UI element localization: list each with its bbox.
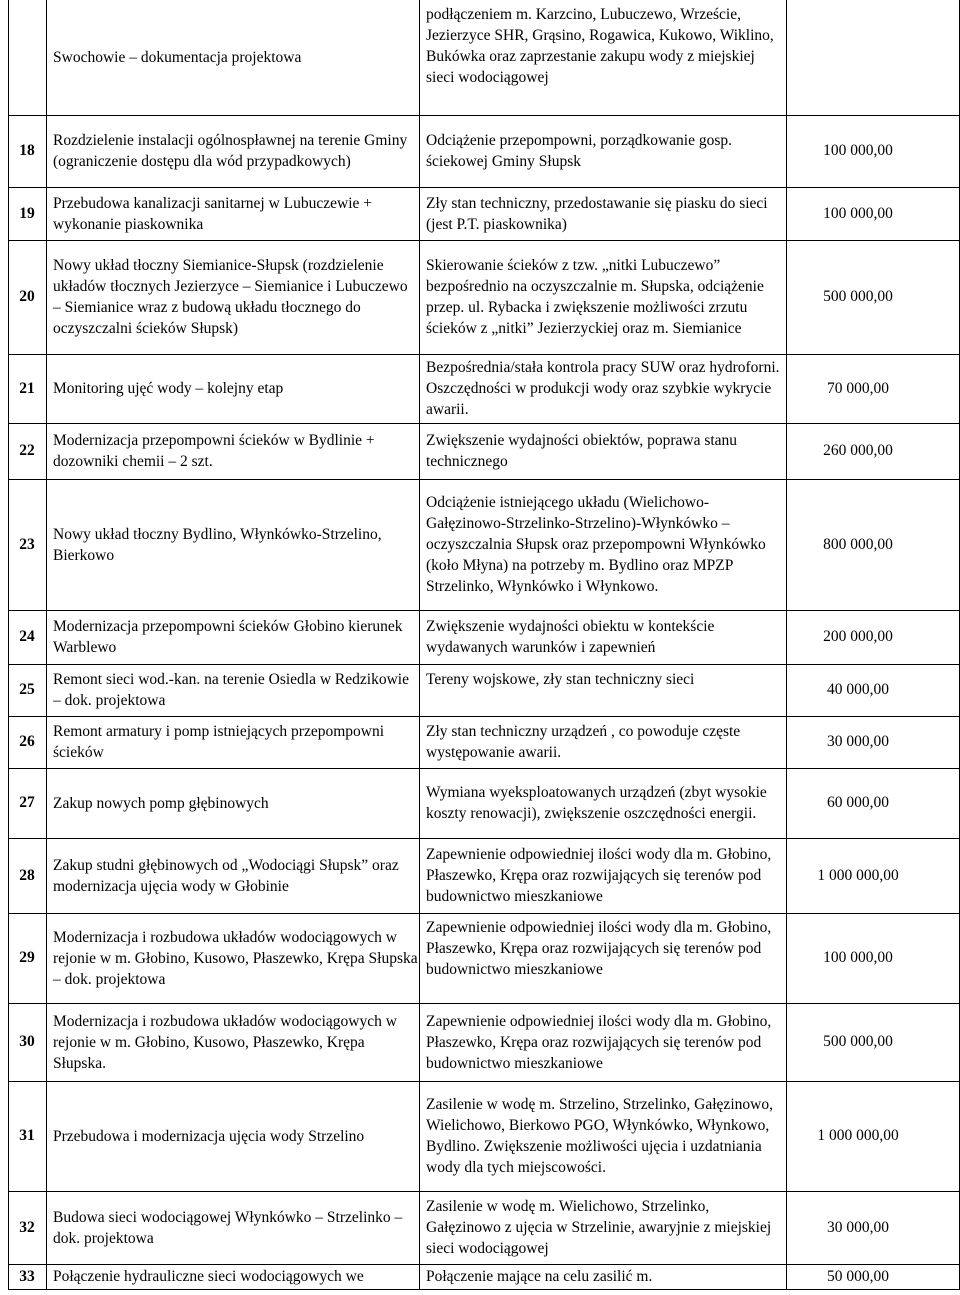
row-cost: 40 000,00 (827, 681, 889, 698)
row-number: 20 (19, 288, 35, 305)
row-number: 27 (19, 794, 35, 811)
row-cost: 30 000,00 (827, 733, 889, 750)
row-cost (793, 0, 923, 115)
row-cost: 100 000,00 (823, 142, 893, 159)
row-reason: Odciążenie przepompowni, porządkowanie gosp. ściekowej Gminy Słupsk (426, 132, 733, 170)
table-row (8, 0, 960, 115)
row-cost: 1 000 000,00 (817, 866, 899, 884)
row-reason: Połączenie mające na celu zasilić m. (426, 1268, 653, 1285)
row-description: Modernizacja przepompowni ścieków Głobino kierunek Warblewo (53, 618, 403, 656)
row-cost: 260 000,00 (823, 442, 893, 459)
table-row (8, 1081, 960, 1191)
row-number: 23 (19, 535, 35, 553)
table-row (8, 354, 960, 423)
row-number: 18 (19, 142, 35, 159)
investment-table (8, 0, 960, 1295)
row-reason: Odciążenie istniejącego układu (Wielichowo-Gałęzinowo-Strzelinko-Strzelino)-Włynkówko – oczyszczalnia Słupsk oraz przepompowni Włynkówko (koło Młyna) na potrzeby m. Bydlino oraz MPZP Strzelinko, Włynkówko i Włynkowo. (426, 494, 766, 595)
row-description: Połączenie hydrauliczne sieci wodociągowych we (53, 1268, 364, 1285)
table-row (8, 664, 960, 716)
row-cost: 100 000,00 (823, 204, 893, 222)
row-cost: 100 000,00 (823, 949, 893, 966)
row-reason: Tereny wojskowe, zły stan techniczny sieci (426, 671, 695, 688)
row-number: 32 (19, 1218, 35, 1236)
table-row (8, 768, 960, 838)
table-row (8, 115, 960, 187)
row-reason: Zapewnienie odpowiedniej ilości wody dla m. Głobino, Płaszewko, Krępa oraz rozwijających się terenów pod budownictwo mieszkaniowe (426, 846, 772, 905)
row-reason: Wymiana wyeksploatowanych urządzeń (zbyt wysokie koszty renowacji), zwiększenie oszczędności energii. (426, 784, 767, 822)
row-description: Zakup studni głębinowych od „Wodociągi Słupsk” oraz modernizacja ujęcia wody w Głobinie (53, 856, 399, 895)
table-row (8, 423, 960, 479)
table-row (8, 716, 960, 768)
row-number: 22 (19, 442, 35, 459)
table-row (8, 187, 960, 240)
row-reason: Zły stan techniczny urządzeń , co powoduje częste występowanie awarii. (426, 723, 741, 761)
table-border-bottom (8, 1289, 960, 1290)
table-row (8, 240, 960, 354)
row-description: Przebudowa i modernizacja ujęcia wody Strzelino (53, 1127, 365, 1145)
row-description: Modernizacja i rozbudowa układów wodociągowych w rejonie w m. Głobino, Kusowo, Płaszewko, Krępa Słupska – dok. projektowa (53, 928, 418, 988)
row-reason: podłączeniem m. Karzcino, Lubuczewo, Wrzeście, Jezierzyce SHR, Grąsino, Rogawica, Kukowo, Wiklino, Bukówka oraz zaprzestanie zakupu wody z miejskiej sieci wodociągowej (426, 6, 774, 86)
row-number: 29 (19, 949, 35, 966)
row-reason: Zapewnienie odpowiedniej ilości wody dla m. Głobino, Płaszewko, Krępa oraz rozwijających się terenów pod budownictwo mieszkaniowe (426, 1012, 772, 1072)
row-reason: Bezpośrednia/stała kontrola pracy SUW oraz hydroforni. Oszczędności w produkcji wody oraz szybkie wykrycie awarii. (426, 359, 780, 418)
row-reason: Zwiększenie wydajności obiektu w kontekście wydawanych warunków i zapewnień (426, 618, 715, 656)
row-cost: 500 000,00 (823, 288, 893, 305)
row-cost: 50 000,00 (827, 1267, 889, 1285)
row-number: 31 (19, 1127, 35, 1144)
row-description: Zakup nowych pomp głębinowych (53, 794, 269, 812)
row-description: Monitoring ujęć wody – kolejny etap (53, 380, 284, 397)
row-cost: 800 000,00 (823, 535, 893, 553)
row-number: 28 (19, 866, 35, 884)
row-description: Swochowie – dokumentacja projektowa (53, 49, 302, 66)
row-cost: 70 000,00 (827, 379, 889, 397)
table-row (8, 838, 960, 913)
row-number: 21 (19, 379, 35, 397)
row-reason: Zapewnienie odpowiedniej ilości wody dla m. Głobino, Płaszewko, Krępa oraz rozwijających się terenów pod budownictwo mieszkaniowe (426, 919, 772, 978)
table-row (8, 1003, 960, 1081)
table-row (8, 479, 960, 610)
table-row (8, 610, 960, 664)
row-description: Modernizacja przepompowni ścieków w Bydlinie + dozowniki chemii – 2 szt. (53, 432, 375, 470)
row-number: 30 (19, 1033, 35, 1050)
row-number: 26 (19, 733, 35, 750)
row-description: Rozdzielenie instalacji ogólnospławnej na terenie Gminy (ograniczenie dostępu dla wód przypadkowych) (53, 132, 408, 170)
row-cost: 200 000,00 (823, 628, 893, 645)
row-cost: 500 000,00 (823, 1033, 893, 1050)
table-row (8, 913, 960, 1003)
row-number: 24 (19, 628, 35, 645)
row-description: Nowy układ tłoczny Siemianice-Słupsk (rozdzielenie układów tłocznych Jezierzyce – Siemianice i Lubuczewo – Siemianice wraz z budową układu tłocznego do oczyszczalni ścieków Słupsk) (53, 257, 408, 337)
row-description: Budowa sieci wodociągowej Włynkówko – Strzelinko – dok. projektowa (53, 1208, 403, 1247)
row-description: Modernizacja i rozbudowa układów wodociągowych w rejonie w m. Głobino, Kusowo, Płaszewko, Krępa Słupska. (53, 1012, 397, 1072)
row-description: Remont sieci wod.-kan. na terenie Osiedla w Redzikowie – dok. projektowa (53, 671, 409, 709)
row-reason: Zasilenie w wodę m. Strzelino, Strzelinko, Gałęzinowo, Wielichowo, Bierkowo PGO, Włynkówko, Włynkowo, Bydlino. Zwiększenie możliwości ujęcia i uzdatniania wody dla tych miejscowości. (426, 1096, 773, 1176)
row-cost: 60 000,00 (827, 794, 889, 811)
row-number: 25 (19, 681, 35, 698)
row-number: 33 (19, 1267, 35, 1285)
row-reason: Zasilenie w wodę m. Wielichowo, Strzelinko, Gałęzinowo z ujęcia w Strzelinie, awaryjnie z miejskiej sieci wodociągowej (426, 1198, 772, 1257)
row-description: Remont armatury i pomp istniejących przepompowni ścieków (53, 723, 385, 761)
row-reason: Skierowanie ścieków z tzw. „nitki Lubuczewo” bezpośrednio na oczyszczalnie m. Słupska, odciążenie przep. ul. Rybacka i zwiększenie możliwości zrzutu ścieków z „nitki” Jezierzyckiej oraz m. Siemianice (426, 257, 764, 337)
row-cost: 30 000,00 (827, 1218, 889, 1236)
row-description: Nowy układ tłoczny Bydlino, Włynkówko-Strzelino, Bierkowo (53, 525, 382, 564)
table-row (8, 1191, 960, 1264)
row-reason: Zły stan techniczny, przedostawanie się piasku do sieci (jest P.T. piaskownika) (426, 194, 768, 233)
row-description: Przebudowa kanalizacji sanitarnej w Lubuczewie + wykonanie piaskownika (53, 194, 373, 233)
table-row (8, 1264, 960, 1289)
row-reason: Zwiększenie wydajności obiektów, poprawa stanu technicznego (426, 432, 738, 470)
row-number (8, 0, 46, 115)
row-number: 19 (19, 204, 35, 222)
row-cost: 1 000 000,00 (817, 1127, 899, 1144)
